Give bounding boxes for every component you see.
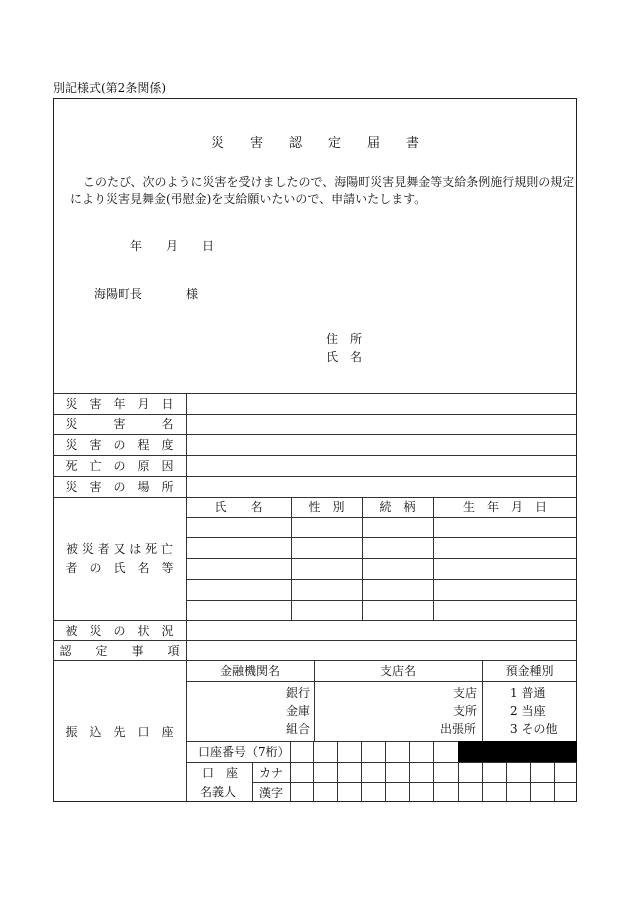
digit-grid-line	[409, 741, 410, 802]
victims-header-sex: 性 別	[308, 500, 345, 514]
victims-row-line	[186, 600, 577, 601]
holder-kana-label: カナ	[259, 766, 284, 780]
digit-grid-line	[313, 741, 314, 802]
digit-grid-line	[337, 741, 338, 802]
digit-grid-line	[506, 762, 507, 802]
digit-grid-line	[530, 762, 531, 802]
row-line	[53, 393, 577, 394]
bank-row-line	[252, 782, 577, 783]
name-label: 氏 名	[326, 350, 363, 364]
victims-col-line	[291, 497, 292, 620]
branch-shucchojo: 出張所	[440, 722, 477, 736]
holder-col-line	[252, 762, 253, 802]
victims-row-line	[186, 537, 577, 538]
institution-bank: 銀行	[286, 686, 311, 700]
form-title: 災 害 認 定 届 書	[210, 136, 419, 151]
body-text-line1: このたび、次のように災害を受けましたので、海陽町災害見舞金等支給条例施行規則の規定	[83, 175, 575, 189]
holder-label-line1: 口 座	[202, 766, 239, 780]
row-line	[53, 497, 577, 498]
form-number-label: 別記様式(第2条関係)	[53, 81, 166, 95]
row-line	[53, 640, 577, 641]
holder-label-line2: 名義人	[200, 785, 237, 799]
digit-grid-line	[554, 762, 555, 802]
date-line: 年 月 日	[130, 239, 215, 253]
digit-grid-line	[361, 741, 362, 802]
victims-header-relation: 続 柄	[379, 500, 416, 514]
institution-kumiai: 組合	[286, 722, 311, 736]
digit-grid-line	[433, 741, 434, 802]
row-line	[53, 414, 577, 415]
deposit-type-ordinary: 1 普通	[510, 686, 546, 700]
victims-header-name: 氏 名	[214, 500, 263, 514]
victims-row-line	[186, 517, 577, 518]
holder-kanji-label: 漢字	[259, 786, 284, 800]
label-disaster-degree: 災 害 の 程 度	[65, 438, 174, 452]
label-certification: 認 定 事 項	[59, 644, 180, 658]
row-line	[53, 620, 577, 621]
row-line	[53, 476, 577, 477]
label-damage-status: 被 災 の 状 況	[65, 624, 174, 638]
victims-row-line	[186, 579, 577, 580]
addressee: 海陽町長	[94, 287, 143, 301]
digit-grid-line	[482, 762, 483, 802]
branch-shisho: 支所	[453, 704, 478, 718]
victims-row-line	[186, 558, 577, 559]
bank-header-deposit-type: 預金種別	[505, 664, 554, 678]
label-death-cause: 死 亡 の 原 因	[65, 459, 174, 473]
label-disaster-date: 災 害 年 月 日	[65, 397, 174, 411]
victims-col-line	[362, 497, 363, 620]
branch-shiten: 支店	[453, 686, 478, 700]
bank-header-institution: 金融機関名	[219, 664, 280, 678]
honorific: 様	[186, 287, 199, 301]
digit-grid-line	[290, 741, 291, 802]
deposit-type-current: 2 当座	[510, 704, 546, 718]
row-line	[53, 434, 577, 435]
victims-col-line	[433, 497, 434, 620]
bank-header-branch: 支店名	[379, 664, 416, 678]
address-label: 住 所	[326, 332, 363, 346]
label-disaster-name: 災 害 名	[65, 417, 174, 431]
label-transfer-account: 振 込 先 口 座	[65, 725, 174, 739]
redacted-block	[458, 741, 577, 762]
label-disaster-place: 災 害 の 場 所	[65, 480, 174, 494]
digit-grid-line	[385, 741, 386, 802]
bank-row-line	[186, 762, 577, 763]
row-line	[53, 455, 577, 456]
label-victims-line2: 者 の 氏 名 等	[65, 561, 174, 575]
victims-header-birthdate: 生 年 月 日	[462, 500, 547, 514]
label-victims-line1: 被 災 者 又 は 死 亡	[66, 542, 173, 556]
account-number-label: 口座番号（7桁）	[198, 745, 290, 759]
bank-row-line	[186, 681, 577, 682]
institution-shinkin: 金庫	[286, 704, 311, 718]
body-text-line2: により災害見舞金(弔慰金)を支給願いたいので、申請いたします。	[70, 192, 427, 206]
deposit-type-other: 3 その他	[510, 722, 558, 736]
row-line	[53, 660, 577, 661]
